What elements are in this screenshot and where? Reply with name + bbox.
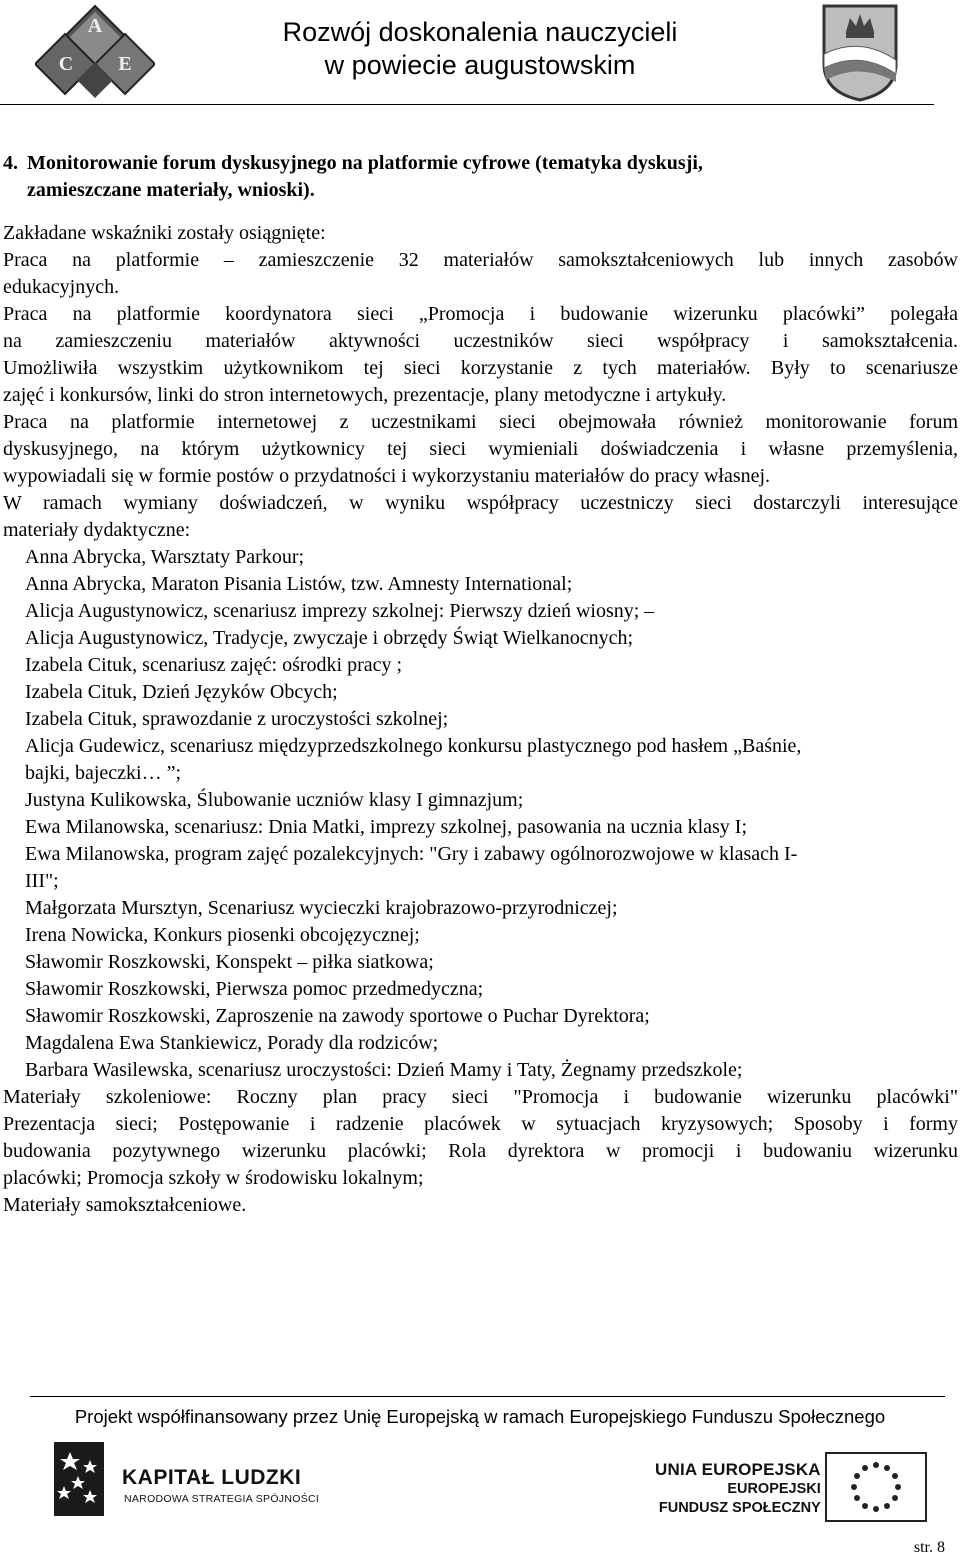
paragraph-line: Praca na platformie koordynatora sieci „Promocja i budowanie wizerunku placówki” polegała [3, 303, 958, 325]
footer-divider [30, 1396, 945, 1397]
paragraph-line: zajęć i konkursów, linki do stron internetowych, prezentacje, plany metodyczne i artykuły. [3, 384, 727, 406]
svg-text:E: E [118, 53, 132, 75]
list-item: Anna Abrycka, Maraton Pisania Listów, tzw. Amnesty International; [25, 573, 573, 595]
list-item: Justyna Kulikowska, Ślubowanie uczniów klasy I gimnazjum; [25, 789, 524, 811]
paragraph-line: materiały dydaktyczne: [3, 519, 191, 541]
list-item: Ewa Milanowska, program zajęć pozalekcyjnych: "Gry i zabawy ogólnorozwojowe w klasach I- [25, 843, 798, 865]
list-item: Alicja Augustynowicz, scenariusz imprezy szkolnej: Pierwszy dzień wiosny; – [25, 600, 655, 622]
eu-line3: FUNDUSZ SPOŁECZNY [658, 1500, 821, 1516]
paragraph-line: W ramach wymiany doświadczeń, w wyniku współpracy uczestniczy sieci dostarczyli interesujące [3, 492, 958, 514]
paragraph-line: wypowiadali się w formie postów o przydatności i wykorzystaniu materiałów do pracy własnej. [3, 465, 771, 487]
list-item: bajki, bajeczki… ”; [25, 762, 182, 784]
header-divider [0, 104, 934, 105]
paragraph-line: Prezentacja sieci; Postępowanie i radzenie placówek w sytuacjach kryzysowych; Sposoby i formy [3, 1113, 958, 1135]
eu-text-block [655, 1460, 821, 1518]
header-title-line1: Rozwój doskonalenia nauczycieli [282, 17, 678, 47]
paragraph-line: edukacyjnych. [3, 276, 120, 298]
section-heading-line2: zamieszczane materiały, wnioski). [27, 179, 315, 201]
paragraph-line: Materiały samokształceniowe. [3, 1194, 247, 1216]
list-item: Irena Nowicka, Konkurs piosenki obcojęzycznej; [25, 924, 420, 946]
eu-flag-icon [825, 1452, 927, 1522]
list-item: Izabela Cituk, Dzień Języków Obcych; [25, 681, 338, 703]
list-item: III"; [25, 870, 59, 892]
list-item: Alicja Gudewicz, scenariusz międzyprzedszkolnego konkursu plastycznego pod hasłem „Baśnie, [25, 735, 802, 757]
list-item: Alicja Augustynowicz, Tradycje, zwyczaje i obrzędy Świąt Wielkanocnych; [25, 627, 634, 649]
section-number: 4. [3, 152, 18, 174]
ace-logo-icon [35, 2, 155, 102]
page-number: str. 8 [913, 1539, 945, 1556]
header-title [180, 16, 780, 82]
paragraph-indicators: Zakładane wskaźniki zostały osiągnięte: [3, 222, 326, 244]
list-item: Sławomir Roszkowski, Zaproszenie na zawody sportowe o Puchar Dyrektora; [25, 1005, 650, 1027]
list-item: Ewa Milanowska, scenariusz: Dnia Matki, imprezy szkolnej, pasowania na ucznia klasy I; [25, 816, 748, 838]
svg-text:A: A [87, 15, 103, 37]
eu-line1: UNIA EUROPEJSKA [655, 1460, 821, 1479]
header-title-line2: w powiecie augustowskim [324, 50, 636, 80]
document-body [3, 150, 958, 1219]
section-heading [3, 150, 958, 204]
list-item: Izabela Cituk, scenariusz zajęć: ośrodki pracy ; [25, 654, 403, 676]
list-item: Magdalena Ewa Stankiewicz, Porady dla rodziców; [25, 1032, 439, 1054]
list-item: Barbara Wasilewska, scenariusz uroczystości: Dzień Mamy i Taty, Żegnamy przedszkole; [25, 1059, 743, 1081]
paragraph-line: Praca na platformie internetowej z uczestnikami sieci obejmowała również monitorowanie forum [3, 411, 958, 433]
materials-list [3, 544, 958, 1084]
paragraph-line: Materiały szkoleniowe: Roczny plan pracy sieci "Promocja i budowanie wizerunku placówki" [3, 1086, 958, 1108]
paragraph-line: Praca na platformie – zamieszczenie 32 materiałów samokształceniowych lub innych zasobów [3, 249, 958, 271]
kapital-ludzki-title: KAPITAŁ LUDZKI [122, 1466, 302, 1489]
paragraph-line: placówki; Promocja szkoły w środowisku lokalnym; [3, 1167, 424, 1189]
list-item: Anna Abrycka, Warsztaty Parkour; [25, 546, 305, 568]
kapital-ludzki-subtitle: NARODOWA STRATEGIA SPÓJNOŚCI [124, 1493, 320, 1505]
list-item: Sławomir Roszkowski, Pierwsza pomoc przedmedyczna; [25, 978, 484, 1000]
section-heading-line1: Monitorowanie forum dyskusyjnego na platformie cyfrowe (tematyka dyskusji, [27, 152, 703, 174]
footer-text: Projekt współfinansowany przez Unię Europejską w ramach Europejskiego Funduszu Społecznego [74, 1406, 886, 1427]
list-item: Sławomir Roszkowski, Konspekt – piłka siatkowa; [25, 951, 434, 973]
county-crest-icon [820, 2, 900, 102]
list-item: Małgorzata Mursztyn, Scenariusz wycieczki krajobrazowo-przyrodniczej; [25, 897, 618, 919]
list-item: Izabela Cituk, sprawozdanie z uroczystości szkolnej; [25, 708, 449, 730]
paragraph-line: Umożliwiła wszystkim użytkownikom tej sieci korzystanie z tych materiałów. Były to scenariusze [3, 357, 958, 379]
paragraph-line: dyskusyjnego, na którym użytkownicy tej sieci wymieniali doświadczenia i własne przemyślenia, [3, 438, 958, 460]
kapital-ludzki-logo-icon [50, 1438, 110, 1520]
paragraph-line: na zamieszczeniu materiałów aktywności uczestników sieci współpracy i samokształcenia. [3, 330, 958, 352]
eu-line2: EUROPEJSKI [727, 1481, 821, 1497]
svg-text:C: C [58, 53, 74, 75]
paragraph-line: budowania pozytywnego wizerunku placówki; Rola dyrektora w promocji i budowaniu wizerunku [3, 1140, 958, 1162]
